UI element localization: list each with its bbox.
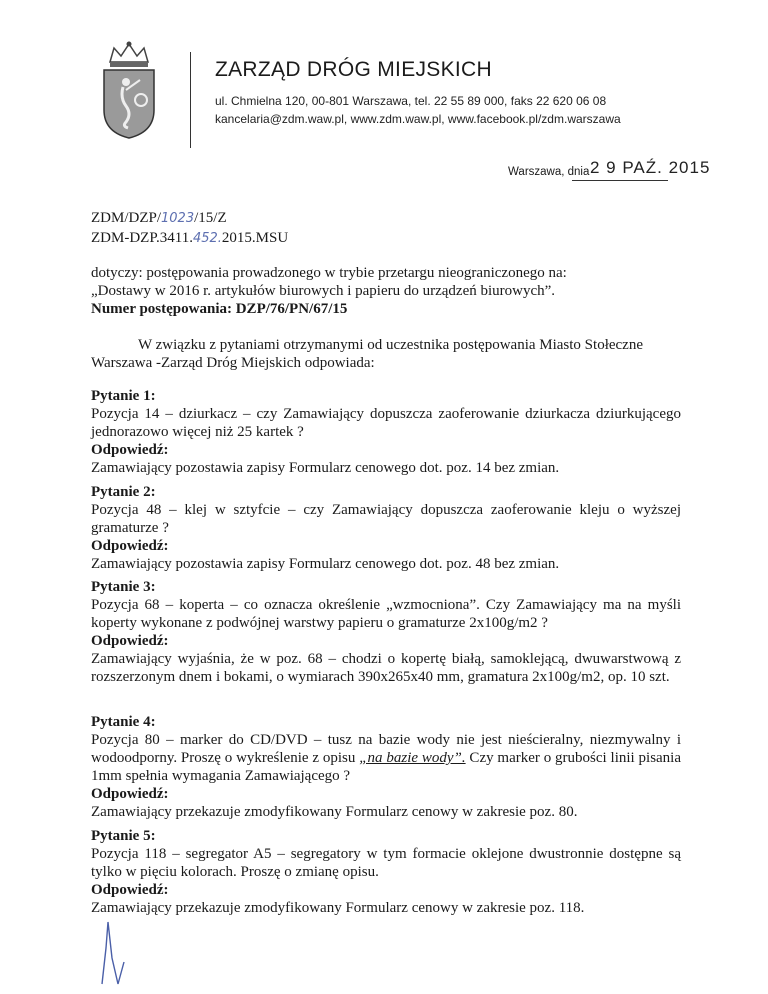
qa-item-1 (91, 387, 681, 477)
answer-label: Odpowiedź: (91, 882, 169, 898)
date-stamp: 2 9 PAŹ. 2015 (590, 158, 711, 177)
answer-label: Odpowiedź: (91, 538, 169, 554)
ref2-prefix: ZDM-DZP.3411. (91, 230, 193, 246)
intro-block (91, 336, 681, 372)
question-text-underlined: „na bazie wody”. (359, 750, 466, 766)
signature-icon (96, 918, 132, 988)
answer-label: Odpowiedź: (91, 633, 169, 649)
qa-item-2 (91, 483, 681, 573)
ref1-handwritten: 1023 (161, 211, 195, 226)
organization-name: ZARZĄD DRÓG MIEJSKICH (215, 58, 492, 81)
ref1-suffix: /15/Z (194, 210, 227, 226)
qa-item-4 (91, 713, 681, 821)
question-text-before: Pozycja 80 – marker do CD/DVD – tusz na bazie wody nie jest nieścieralny, niezmywalny i wodoodporny. Proszę o wykreślenie z opisu (91, 732, 681, 766)
question-text: Pozycja 68 – koperta – co oznacza określenie „wzmocniona”. Czy Zamawiający ma na myśli koperty wykonane z podwójnej warstwy papieru o gramaturze 2x100g/m2 ? (91, 597, 681, 631)
ref1-prefix: ZDM/DZP/ (91, 210, 162, 226)
reference-number-2 (91, 230, 288, 247)
answer-text: Zamawiający pozostawia zapisy Formularz cenowego dot. poz. 14 bez zmian. (91, 460, 560, 476)
question-label: Pytanie 5: (91, 828, 156, 844)
answer-label: Odpowiedź: (91, 442, 169, 458)
question-text-after: Czy marker o grubości linii pisania 1mm spełnia wymagania Zamawiającego ? (91, 750, 682, 784)
question-text: Pozycja 14 – dziurkacz – czy Zamawiający dopuszcza zaoferowanie dziurkacza dziurkującego jednorazowo więcej niż 25 kartek ? (91, 406, 681, 440)
contact-line: kancelaria@zdm.waw.pl, www.zdm.waw.pl, www.facebook.pl/zdm.warszawa (215, 112, 621, 126)
address-line: ul. Chmielna 120, 00-801 Warszawa, tel. 22 55 89 000, faks 22 620 06 08 (215, 94, 607, 108)
question-label: Pytanie 4: (91, 714, 156, 730)
procedure-number: Numer postępowania: DZP/76/PN/67/15 (91, 301, 348, 317)
answer-text: Zamawiający przekazuje zmodyfikowany Formularz cenowy w zakresie poz. 80. (91, 804, 578, 820)
date-label: Warszawa, dnia (508, 166, 590, 178)
ref2-handwritten: 452. (192, 231, 222, 246)
question-label: Pytanie 2: (91, 484, 156, 500)
qa-item-5 (91, 827, 681, 917)
subject-line-1: dotyczy: postępowania prowadzonego w trybie przetargu nieograniczonego na: (91, 265, 567, 281)
question-label: Pytanie 3: (91, 579, 156, 595)
date-underline (572, 180, 668, 181)
subject-block (91, 264, 681, 318)
answer-text: Zamawiający wyjaśnia, że w poz. 68 – chodzi o kopertę białą, samoklejącą, dwuwarstwową z rozszerzonym dnem i bokami, o wymiarach 390x265x40 mm, gramatura 2x100g/m2, op. 10 szt. (91, 651, 681, 685)
answer-text: Zamawiający pozostawia zapisy Formularz cenowego dot. poz. 48 bez zmian. (91, 556, 560, 572)
answer-label: Odpowiedź: (91, 786, 169, 802)
reference-number-1 (91, 210, 227, 227)
ref2-suffix: 2015.MSU (221, 230, 289, 246)
question-text (91, 731, 681, 785)
question-label: Pytanie 1: (91, 388, 156, 404)
answer-text: Zamawiający przekazuje zmodyfikowany Formularz cenowy w zakresie poz. 118. (91, 900, 585, 916)
crest-icon (96, 40, 162, 140)
subject-line-2: „Dostawy w 2016 r. artykułów biurowych i papieru do urządzeń biurowych”. (91, 283, 556, 299)
question-text: Pozycja 118 – segregator A5 – segregatory w tym formacie oklejone dwustronnie dostępne są tylko w pięciu kolorach. Proszę o zmianę opisu. (91, 846, 681, 880)
qa-item-3 (91, 578, 681, 686)
question-text: Pozycja 48 – klej w sztyfcie – czy Zamawiający dopuszcza zaoferowanie kleju o wyższej gramaturze ? (91, 502, 681, 536)
intro-text: W związku z pytaniami otrzymanymi od uczestnika postępowania Miasto Stołeczne Warszawa -Zarząd Dróg Miejskich odpowiada: (91, 337, 643, 371)
header-divider (190, 52, 191, 148)
